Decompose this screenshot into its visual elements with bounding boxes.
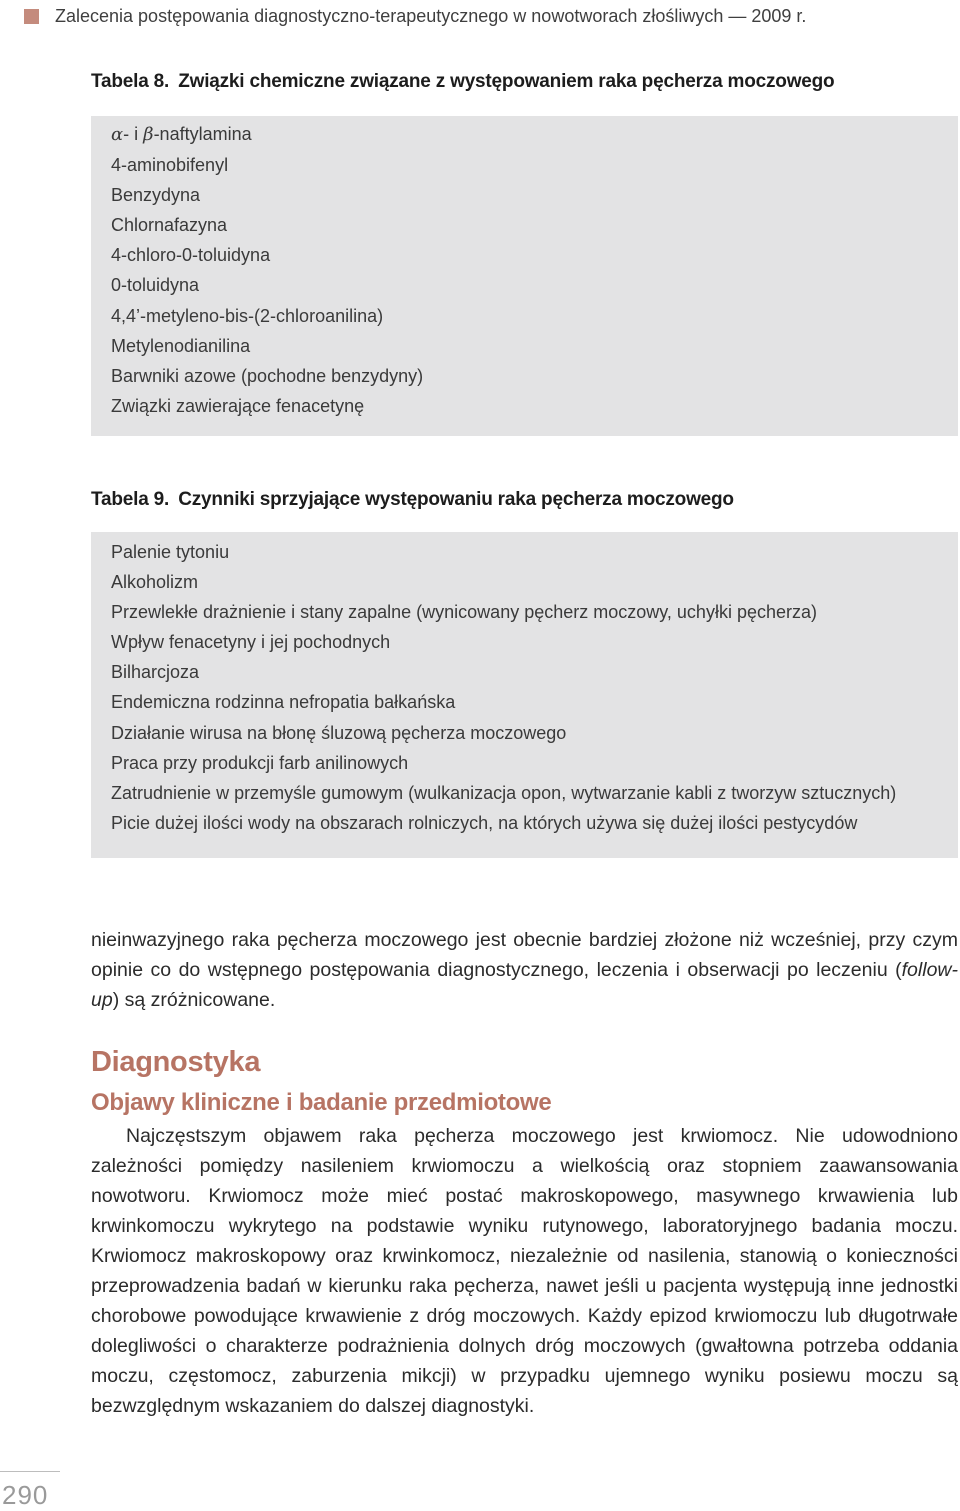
table8-item: Metylenodianilina (111, 335, 251, 356)
table9-item: Działanie wirusa na błonę śluzową pęcherza moczowego (111, 722, 567, 743)
table9-item: Praca przy produkcji farb anilinowych (111, 752, 409, 773)
header-text: Zalecenia postępowania diagnostyczno-terapeutycznego w nowotworach złośliwych — 2009 r. (55, 5, 807, 26)
table9-list (111, 537, 958, 838)
running-header (24, 4, 806, 28)
table8-item: α- i β-naftylamina (111, 124, 252, 145)
section-paragraph: Najczęstszym objawem raka pęcherza moczowego jest krwiomocz. Nie udowodniono zależności pomiędzy nasileniem krwiomoczu a wielkością oraz stopniem zaawansowania nowotworu. Krwiomocz może mieć postać makroskopowego, masywnego krwawienia lub krwinkomoczu wykrytego na podstawie wyniku rutynowego, laboratoryjnego badania moczu. Krwiomocz makroskopowy oraz krwinkomocz, niezależnie od nasilenia, stanowią o konieczności przeprowadzenia badań w kierunku raka pęcherza, nawet jeśli u pacjenta występują inne jednostki chorobowe powodujące krwawienie z dróg moczowych. Każdy epizod krwiomoczu lub długotrwałe dolegliwości o charakterze podrażnienia dolnych dróg moczowych (gwałtowna potrzeba oddania moczu, częstomocz, zaburzenia mikcji) w przypadku ujemnego wyniku posiewu moczu są bezwzględnym wskazaniem do dalszej diagnostyki. (91, 1125, 958, 1417)
table9-item: Alkoholizm (111, 572, 199, 593)
table8-item: Benzydyna (111, 185, 201, 206)
table9-item: Endemiczna rodzinna nefropatia bałkańska (111, 692, 456, 713)
table8-item: 4-aminobifenyl (111, 155, 229, 176)
table8-item: Barwniki azowe (pochodne benzydyny) (111, 365, 424, 386)
table8-item: Chlornafazyna (111, 215, 228, 236)
table8-list (111, 119, 958, 421)
table9-item: Palenie tytoniu (111, 542, 230, 562)
table9-item: Bilharcjoza (111, 662, 200, 683)
table8-number: Tabela 8. (91, 71, 170, 92)
intro-paragraph: nieinwazyjnego raka pęcherza moczowego jest obecnie bardziej złożone niż wcześniej, przy czym opinie co do wstępnego postępowania diagnostycznego, leczenia i obserwacji po leczeniu (follow-up) są zróżnicowane. (91, 929, 958, 1011)
beta-symbol: β (143, 124, 154, 145)
table9-item: Przewlekłe drażnienie i stany zapalne (wynicowany pęcherz moczowy, uchyłki pęcherza) (111, 602, 817, 623)
table9-number: Tabela 9. (91, 489, 170, 510)
table8-caption (91, 71, 834, 93)
table9-title: Czynniki sprzyjające występowaniu raka pęcherza moczowego (178, 489, 734, 510)
table8-box (91, 116, 958, 436)
table9-box (91, 532, 958, 858)
follow-up-term: follow-up (91, 959, 958, 1011)
table9-item: Wpływ fenacetyny i jej pochodnych (111, 632, 391, 653)
section-title: Diagnostyka (91, 1046, 261, 1078)
table8-title: Związki chemiczne związane z występowaniem raka pęcherza moczowego (178, 71, 835, 92)
table8-item: 0-toluidyna (111, 275, 200, 296)
page-number: 290 (2, 1480, 49, 1510)
table9-item: Zatrudnienie w przemyśle gumowym (wulkanizacja opon, wytwarzanie kabli z tworzyw sztucznych) (111, 782, 897, 803)
table8-item: 4,4’-metyleno-bis-(2-chloroanilina) (111, 305, 384, 326)
table8-item: 4-chloro-0-toluidyna (111, 245, 271, 266)
page-rule (0, 1471, 60, 1472)
header-square-icon (24, 9, 39, 24)
section-subtitle: Objawy kliniczne i badanie przedmiotowe (91, 1089, 552, 1116)
table9-caption (91, 489, 734, 511)
alpha-symbol: α (111, 124, 124, 145)
table9-item: Picie dużej ilości wody na obszarach rolniczych, na których używa się dużej ilości pestycydów (111, 812, 858, 833)
table8-item: Związki zawierające fenacetynę (111, 395, 365, 416)
